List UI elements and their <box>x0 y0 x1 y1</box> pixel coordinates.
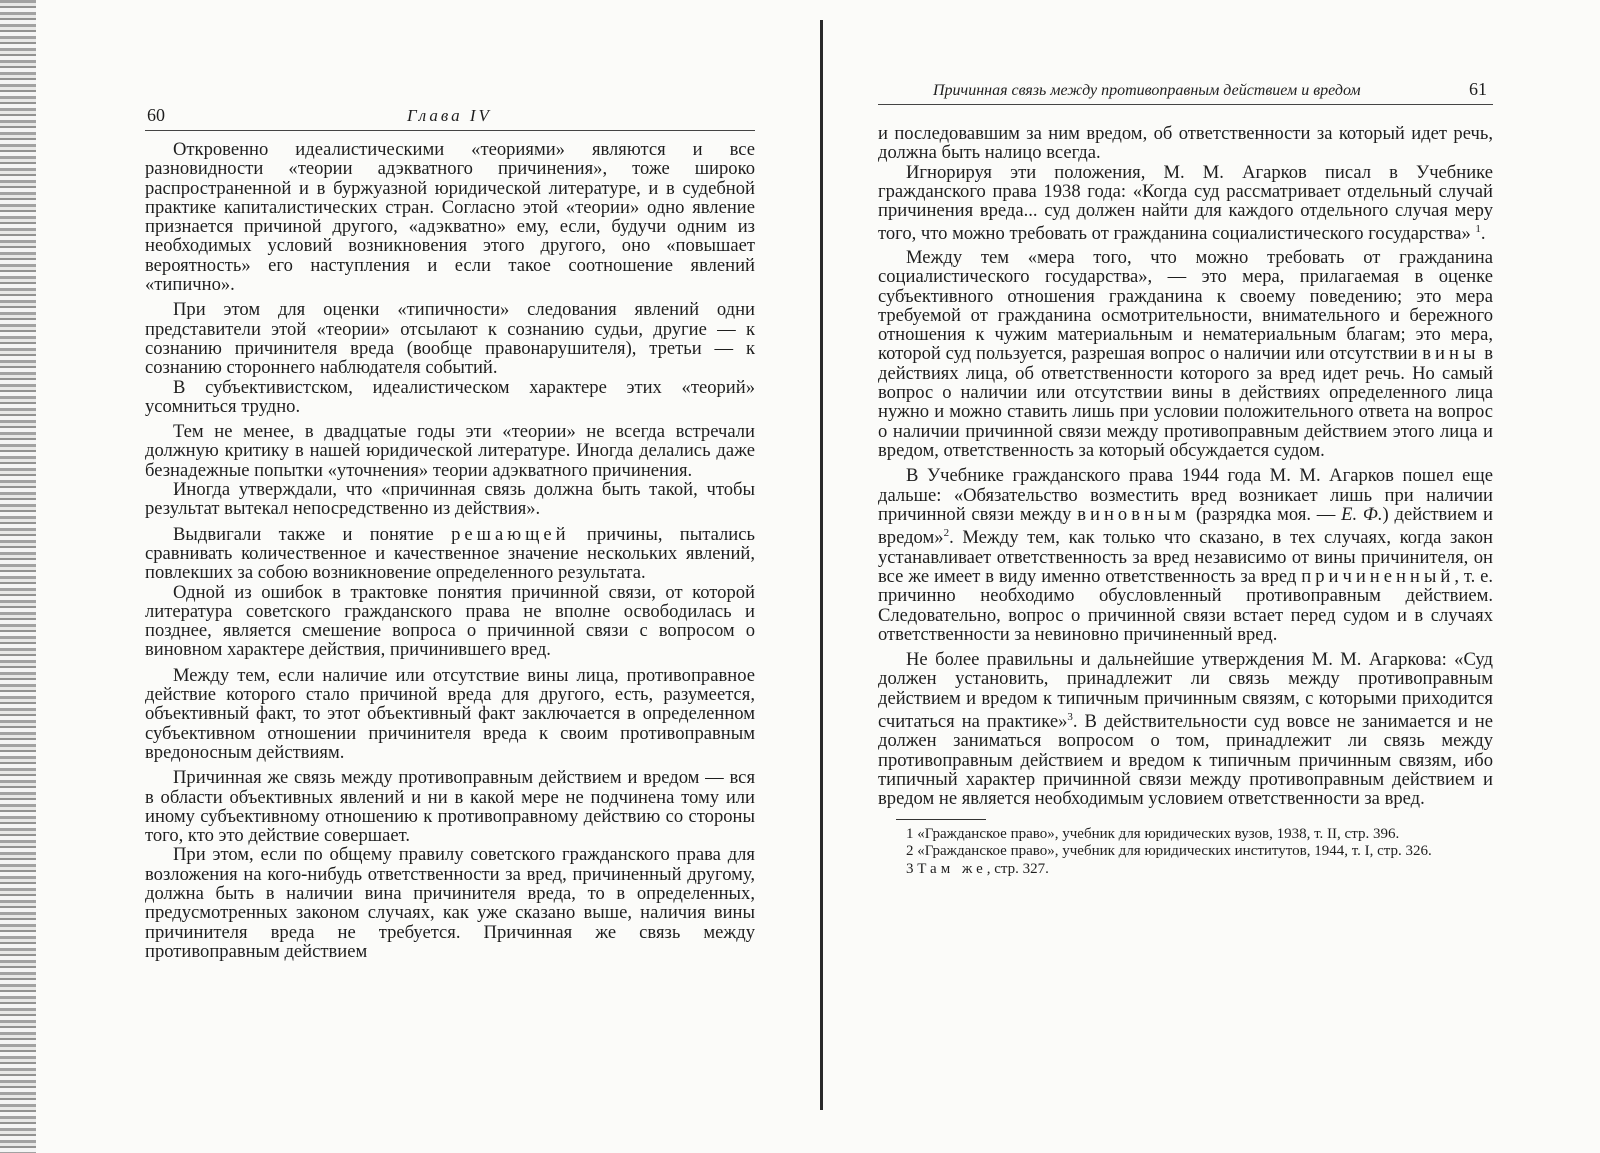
page-number-left: 60 <box>147 105 165 125</box>
paragraph: и последовавшим за ним вредом, об ответственности за который идет речь, должна быть налицо всегда. <box>878 123 1493 164</box>
footnote-separator <box>896 819 986 820</box>
paragraph-text: . Между тем, как только что сказано, в тех случаях, когда закон устанавливает ответственность за вред независимо от вины причинителя, он все же имеет в виду именно ответственность за вред <box>878 527 1493 587</box>
paragraph: Игнорируя эти положения, М. М. Агарков писал в Учебнике гражданского права 1938 года: «Когда суд рассматривает отдельный случай причинения вреда... суд должен найти для каждого отдельного случая меру того, что можно требовать от гражданина социалистического государства» $^1$. <box>878 161 1493 245</box>
paragraph: Откровенно идеалистическими «теориями» являются и все разновидности «теории адэкватного причинения», тоже широко распространенной и в буржуазной юридической литературе, и в судебной практике капиталистических стран. Согласно этой «теории» одно явление признается причиной другого, «адэкватно» ему, если, будучи одним из необходимых условий возникновения этого другого, оно «повышает вероятность» его наступления и если такое соотношение явлений «типично». <box>145 139 755 296</box>
footnote <box>878 861 1493 879</box>
left-page-header <box>145 96 755 131</box>
right-page-body <box>878 124 1493 878</box>
paragraph <box>878 248 1493 460</box>
emphasis-spaced: причиненный <box>1301 565 1455 587</box>
running-head-right: Причинная связь между противоправным действием и вредом <box>933 82 1361 99</box>
paragraph: Причинная же связь между противоправным действием и вредом — вся в области объективных явлений и ни в какой мере не подчинена тому или иному субъективному отношению к противоправному действию со стороны того, кто это действие совершает. <box>145 767 755 847</box>
footnote-ref: 2 <box>943 527 950 540</box>
paragraph: Между тем, если наличие или отсутствие вины лица, противоправное действие которого стало причиной вреда для другого, есть, разумеется, объективный факт, то этот объективный факт заключается в определенном субъективном отношении причинителя вреда к своим противоправным вредоносным действиям. <box>145 664 755 763</box>
emphasis-spaced: вины <box>1422 343 1480 365</box>
paragraph-text: причины, пытались сравнивать количественное и качественное значение нескольких явлений, повлекших за собою возникновение определенного результата. <box>145 523 755 584</box>
author-initials: Е. Ф. <box>1341 503 1383 525</box>
emphasis-spaced: Там же <box>917 860 987 877</box>
paragraph <box>145 525 755 583</box>
emphasis-spaced: виновным <box>1077 503 1191 525</box>
paragraph: Тем не менее, в двадцатые годы эти «теории» не всегда встречали должную критику в нашей юридической литературе. Иногда делались даже безнадежные попытки «уточнения» теории адэкватного причинения. <box>145 421 755 481</box>
paragraph-text: В Учебнике гражданского права 1944 года М. М. Агарков пошел еще дальше: «Обязательство возместить вред возникает лишь при наличии причинной связи между <box>878 465 1493 525</box>
right-page-header <box>878 76 1493 105</box>
page-number-right: 61 <box>1469 79 1487 99</box>
paragraph-text: Не более правильны и дальнейшие утверждения М. М. Агаркова: «Суд должен установить, принадлежит ли связь между противоправным действием и вредом к типичным причинным связям, с которыми приходится считаться на практике» <box>878 649 1493 733</box>
paragraph-text: . В действительности суд вовсе не занимается и не должен заниматься вопросом о том, принадлежит ли связь между противоправным действием и вредом к типичным причинным связям, ибо типичный характер причинной связи между противоправным действием и вредом не является необходимым условием ответственности за вред. <box>878 711 1493 810</box>
footnote: 1 «Гражданское право», учебник для юридических вузов, 1938, т. II, стр. 396. <box>906 825 1400 842</box>
paragraph: Иногда утверждали, что «причинная связь должна быть такой, чтобы результат вытекал непосредственно из действия». <box>145 479 755 520</box>
scan-edge-shadow <box>0 0 36 1153</box>
paragraph-text: Выдвигали также и понятие <box>173 523 452 545</box>
paragraph: При этом для оценки «типичности» следования явлений одни представители этой «теории» отсылают к сознанию судьи, другие — к сознанию причинителя вреда (вообще правонарушителя), третьи — к сознанию стороннего наблюдателя событий. <box>145 299 755 379</box>
paragraph: Одной из ошибок в трактовке понятия причинной связи, от которой литература советского гражданского права не вполне освободилась и позднее, является смешение вопроса о причинной связи с вопросом о виновном характере действия, причинившего вред. <box>145 581 755 661</box>
paragraph: При этом, если по общему правилу советского гражданского права для возложения на кого-нибудь ответственности за вред, причиненный другому, должна быть в наличии вина причинителя вреда, то в определенных, предусмотренных законом случаях, как уже сказано выше, наличия вины причинителя вреда не требуется. Причинная же связь между противоправным действием <box>145 844 755 962</box>
left-page-body <box>145 140 755 961</box>
paragraph <box>878 650 1493 809</box>
paragraph-text: Игнорируя эти положения, М. М. Агарков писал в Учебнике гражданского права 1938 года: «Когда суд рассматривает отдельный случай причинения вреда... суд должен найти для каждого отдельного случая меру того, что можно требовать от гражданина социалистического государства» <box>878 161 1493 245</box>
footnote-text: , стр. 327. <box>986 860 1049 877</box>
emphasis-spaced: решающей <box>451 523 570 545</box>
footnote-number: 3 <box>906 860 918 877</box>
paragraph-text: (разрядка моя. — <box>1190 503 1342 525</box>
footnote-ref: 1 <box>1475 223 1481 236</box>
paragraph-text: , т. е. причинно необходимо обусловленный противоправным действием. Следовательно, вопрос о причинной связи встает перед судом и в случаях ответственности за невиновно причиненный вред. <box>878 565 1493 645</box>
paragraph: В субъективистском, идеалистическом характере этих «теорий» усомниться трудно. <box>145 376 755 417</box>
book-gutter <box>820 20 823 1110</box>
footnote-ref: 3 <box>1067 710 1073 723</box>
paragraph-text: ) действием и вредом» <box>878 503 1493 549</box>
footnote: 2 «Гражданское право», учебник для юридических институтов, 1944, т. I, стр. 326. <box>906 843 1432 860</box>
paragraph <box>878 466 1493 644</box>
paragraph-text: Между тем «мера того, что можно требовать от гражданина социалистического государства», — это мера, прилагаемая в оценке субъективного отношения гражданина к своему поведению; это мера требуемой от гражданина осмотрительности, внимательного и бережного отношения к чужим материальным и нематериальным благам; это мера, которой суд пользуется, разрешая вопрос о наличии или отсутствии <box>878 246 1493 365</box>
running-head-left: Глава IV <box>407 106 492 125</box>
paragraph-text: в действиях лица, об ответственности которого за вред идет речь. Но самый вопрос о наличии или отсутствии вины в действиях определенного лица нужно и можно ставить лишь при условии положительного ответа на вопрос о наличии причинной связи между противоправным действием этого лица и вредом, ответственность за который обсуждается судом. <box>878 343 1493 461</box>
